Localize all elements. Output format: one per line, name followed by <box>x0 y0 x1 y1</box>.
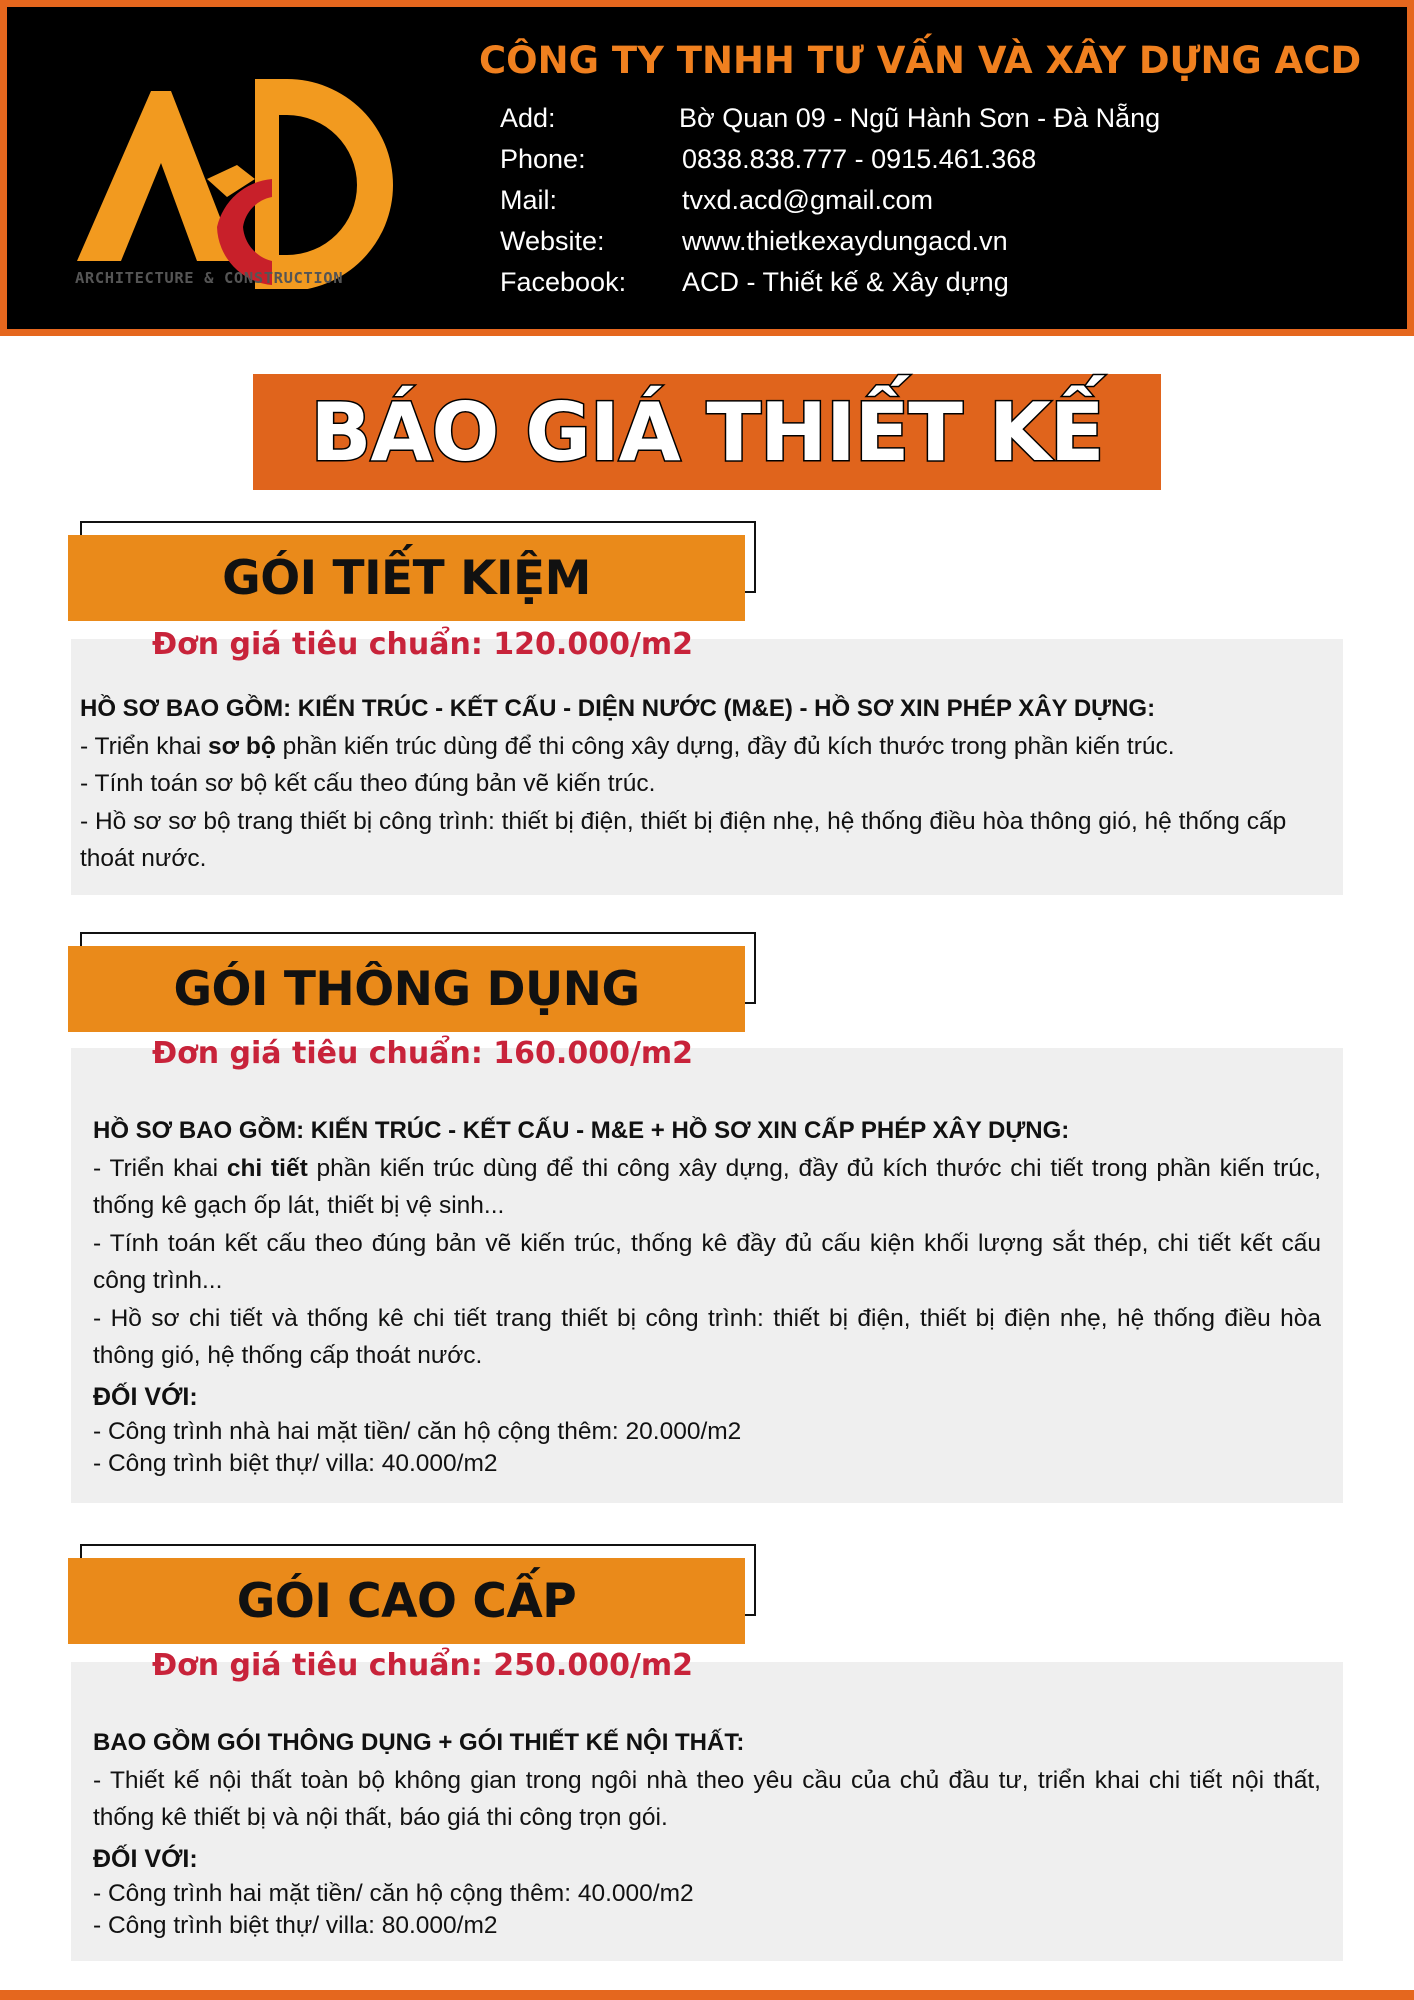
package-item <box>80 728 1350 766</box>
contact-row-address <box>500 103 1400 144</box>
item-text: phần kiến trúc dùng để thi công xây dựng, đầy đủ kích thước chi tiết trong phần kiến trúc, thống kê gạch ốp lát, thiết bị vệ sinh... <box>93 1154 1321 1219</box>
package-surcharge-heading: ĐỐI VỚI: <box>93 1844 198 1873</box>
package-content <box>80 690 1350 878</box>
package-surcharge-heading: ĐỐI VỚI: <box>93 1382 198 1411</box>
contact-row-mail <box>500 185 1400 226</box>
logo-subtitle: ARCHITECTURE & CONSTRUCTION <box>75 269 344 287</box>
contact-label: Website: <box>500 226 605 256</box>
package-name: GÓI TIẾT KIỆM <box>222 550 591 606</box>
item-text: phần kiến trúc dùng để thi công xây dựng, đầy đủ kích thước trong phần kiến trúc. <box>275 732 1175 760</box>
company-name: CÔNG TY TNHH TƯ VẤN VÀ XÂY DỰNG ACD <box>479 39 1362 82</box>
page-title: BÁO GIÁ THIẾT KẾ <box>310 385 1104 479</box>
contact-label: Add: <box>500 103 556 133</box>
contact-label: Facebook: <box>500 267 627 297</box>
title-banner <box>253 374 1161 490</box>
package-heading: HỒ SƠ BAO GỒM: KIẾN TRÚC - KẾT CẤU - M&E + HỒ SƠ XIN CẤP PHÉP XÂY DỰNG: <box>93 1117 1070 1144</box>
package-surcharge: - Công trình nhà hai mặt tiền/ căn hộ cộng thêm: 20.000/m2 <box>93 1418 742 1445</box>
contact-row-phone <box>500 144 1400 185</box>
package-price: Đơn giá tiêu chuẩn: 250.000/m2 <box>152 1648 694 1683</box>
package-surcharge: - Công trình hai mặt tiền/ căn hộ cộng thêm: 40.000/m2 <box>93 1880 694 1907</box>
package-price: Đơn giá tiêu chuẩn: 160.000/m2 <box>152 1036 694 1071</box>
contact-value: tvxd.acd@gmail.com <box>682 185 933 215</box>
company-header <box>0 0 1414 336</box>
package-tab <box>68 1558 745 1644</box>
package-item: - Tính toán sơ bộ kết cấu theo đúng bản vẽ kiến trúc. <box>80 770 656 797</box>
contact-value: ACD - Thiết kế & Xây dựng <box>682 267 1009 297</box>
acd-logo <box>67 79 407 289</box>
contact-value: Bờ Quan 09 - Ngũ Hành Sơn - Đà Nẵng <box>679 103 1161 133</box>
item-emphasis: chi tiết <box>226 1154 308 1182</box>
package-name: GÓI CAO CẤP <box>236 1573 577 1629</box>
package-tab <box>68 535 745 621</box>
package-content <box>93 1112 1321 1480</box>
contact-info <box>500 103 1400 308</box>
package-item: - Hồ sơ sơ bộ trang thiết bị công trình: thiết bị điện, thiết bị điện nhẹ, hệ thống điều hòa thông gió, hệ thống cấp thoát nước. <box>80 807 1287 872</box>
package-surcharge: - Công trình biệt thự/ villa: 80.000/m2 <box>93 1912 498 1939</box>
package-heading: HỒ SƠ BAO GỒM: KIẾN TRÚC - KẾT CẤU - DIỆN NƯỚC (M&E) - HỒ SƠ XIN PHÉP XÂY DỰNG: <box>80 695 1156 722</box>
item-text: - Triển khai <box>80 732 208 760</box>
logo-letter-d <box>255 79 393 289</box>
footer-bar <box>0 1990 1414 2000</box>
package-item: - Thiết kế nội thất toàn bộ không gian trong ngôi nhà theo yêu cầu của chủ đầu tư, triển khai chi tiết nội thất, thống kê thiết bị và nội thất, báo giá thi công trọn gói. <box>93 1766 1321 1831</box>
item-text: - Triển khai <box>93 1154 227 1182</box>
package-item: - Hồ sơ chi tiết và thống kê chi tiết trang thiết bị công trình: thiết bị điện, thiết bị điện nhẹ, hệ thống điều hòa thông gió, hệ thống cấp thoát nước. <box>93 1304 1321 1369</box>
item-emphasis: sơ bộ <box>208 732 276 760</box>
package-price: Đơn giá tiêu chuẩn: 120.000/m2 <box>152 627 694 662</box>
package-surcharge: - Công trình biệt thự/ villa: 40.000/m2 <box>93 1450 498 1477</box>
contact-row-facebook <box>500 267 1400 308</box>
package-content <box>93 1724 1321 1942</box>
contact-value: 0838.838.777 - 0915.461.368 <box>682 144 1037 174</box>
package-name: GÓI THÔNG DỤNG <box>173 961 640 1017</box>
contact-label: Phone: <box>500 144 586 174</box>
package-heading: BAO GỒM GÓI THÔNG DỤNG + GÓI THIẾT KẾ NỘI THẤT: <box>93 1729 745 1756</box>
package-item: - Tính toán kết cấu theo đúng bản vẽ kiến trúc, thống kê đầy đủ cấu kiện khối lượng sắt thép, chi tiết kết cấu công trình... <box>93 1229 1321 1294</box>
contact-row-website <box>500 226 1400 267</box>
package-item <box>93 1150 1321 1225</box>
logo-letter-a <box>77 91 237 261</box>
package-tab <box>68 946 745 1032</box>
contact-value: www.thietkexaydungacd.vn <box>682 226 1008 256</box>
contact-label: Mail: <box>500 185 558 215</box>
